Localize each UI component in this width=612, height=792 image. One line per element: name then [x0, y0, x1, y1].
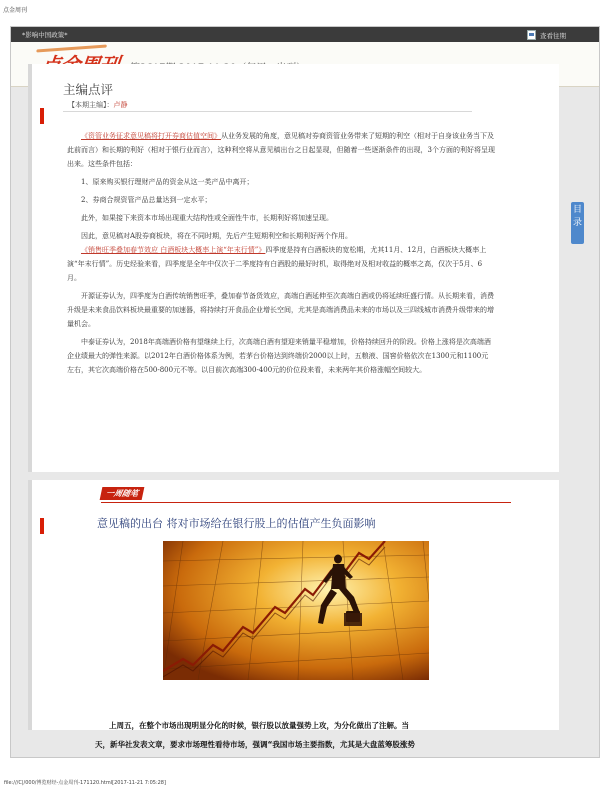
print-footer: file:///C|/000/博览财经-点金周刊-171120.html[2017-11-21 7:05:28]	[4, 780, 166, 786]
section-tag: 一周随笔	[100, 487, 145, 500]
article-link-baijiu[interactable]: 《销售旺季叠加春节效应 白酒板块大概率上演“年末行情”》	[81, 246, 266, 254]
editor-label: 【本期主编】：	[68, 101, 114, 109]
view-archive-link[interactable]	[527, 30, 566, 40]
toc-button[interactable]: 目录	[571, 202, 584, 244]
section-divider	[63, 111, 472, 112]
article-link-securities[interactable]: 《资管业务征求意见稿将打开券商估值空间》	[81, 132, 221, 140]
paragraph: 《销售旺季叠加春节效应 白酒板块大概率上演“年末行情”》四季度是持有白酒板块的宽松期，尤其11月、12月，白酒板块大概率上演“年末行情”。历史经验来看，四季度是全年中仅次于二季度持有白酒股的最好时机，取得绝对及相对收益的概率之高，仅次于5月、6月。	[67, 246, 487, 282]
essay-line: 上周五，在整个市场出现明显分化的时候，银行股以放量强势上攻，为分化做出了注解。当	[109, 721, 409, 730]
paragraph: 此外，如果接下来资本市场出现重大结构性或全面性牛市，长期利好将加速呈现。	[81, 214, 333, 222]
editor-name: 卢静	[113, 101, 128, 109]
paragraph: 1、原来购买银行理财产品的资金从这一类产品中离开；	[81, 178, 254, 186]
section-title: 主编点评	[63, 82, 114, 97]
commentary-body	[67, 129, 495, 377]
view-archive-label: 查看往期	[540, 31, 566, 40]
essay-title: 意见稿的出台 将对市场给在银行股上的估值产生负面影响	[97, 517, 376, 530]
paragraph: 2、券商合规资管产品总量达到一定水平；	[81, 196, 212, 204]
editor-line	[68, 100, 128, 110]
print-header: 点金周刊	[3, 7, 28, 14]
paragraph: 开源证券认为，四季度为白酒传统销售旺季，叠加春节备货效应，高端白酒延伸至次高端白酒或仍将延续旺盛行情。从长期来看，消费升级是未来食品饮料板块最重要的加速器，将持续打开食品企业增长空间，尤其是高端消费品未来的市场以及三四线城市消费升级带来的增量机会。	[67, 292, 494, 328]
document-icon	[527, 30, 536, 40]
essay-line: 天，新华社发表文章，要求市场理性看待市场，强调“我国市场主要指数，尤其是大盘蓝筹股涨势	[95, 740, 415, 749]
paragraph: 《资管业务征求意见稿将打开券商估值空间》从业务发展的角度，意见稿对券商资管业务带来了短期的利空（相对于自身该业务当下及此前而言）和长期的利好（相对于银行业而言），这种利空将从意见稿出台之日起显现，但随着一些逐渐条件的出现，3个方面的利好将呈现出来。这些条件包括：	[67, 132, 495, 168]
top-bar	[11, 27, 599, 42]
section-marker	[40, 518, 44, 534]
essay-intro	[95, 716, 510, 754]
topbar-slogan: *影响中国政策*	[22, 31, 68, 39]
businessman-climbing-chart-image	[163, 541, 429, 680]
tag-underline	[101, 502, 511, 503]
paragraph: 因此，意见稿对A股券商板块，将在不同时期，先后产生短期利空和长期利好两个作用。	[81, 232, 353, 240]
section-marker	[40, 108, 44, 124]
paragraph: 中泰证券认为，2018年高端酒价格有望继续上行，次高端白酒有望迎来销量平稳增加，价格持续回升的阶段。价格上涨将是次高端酒企业绩最大的弹性来源。以2012年白酒价格体系为例，若茅台价格达到终端价2000以上时，五粮液、国窖价格依次在1300元和1100元左右，其它次高端价格在500-800元不等。以目前次高端300-400元的价位段来看，未来两年其价格涨幅空间较大。	[67, 338, 491, 374]
